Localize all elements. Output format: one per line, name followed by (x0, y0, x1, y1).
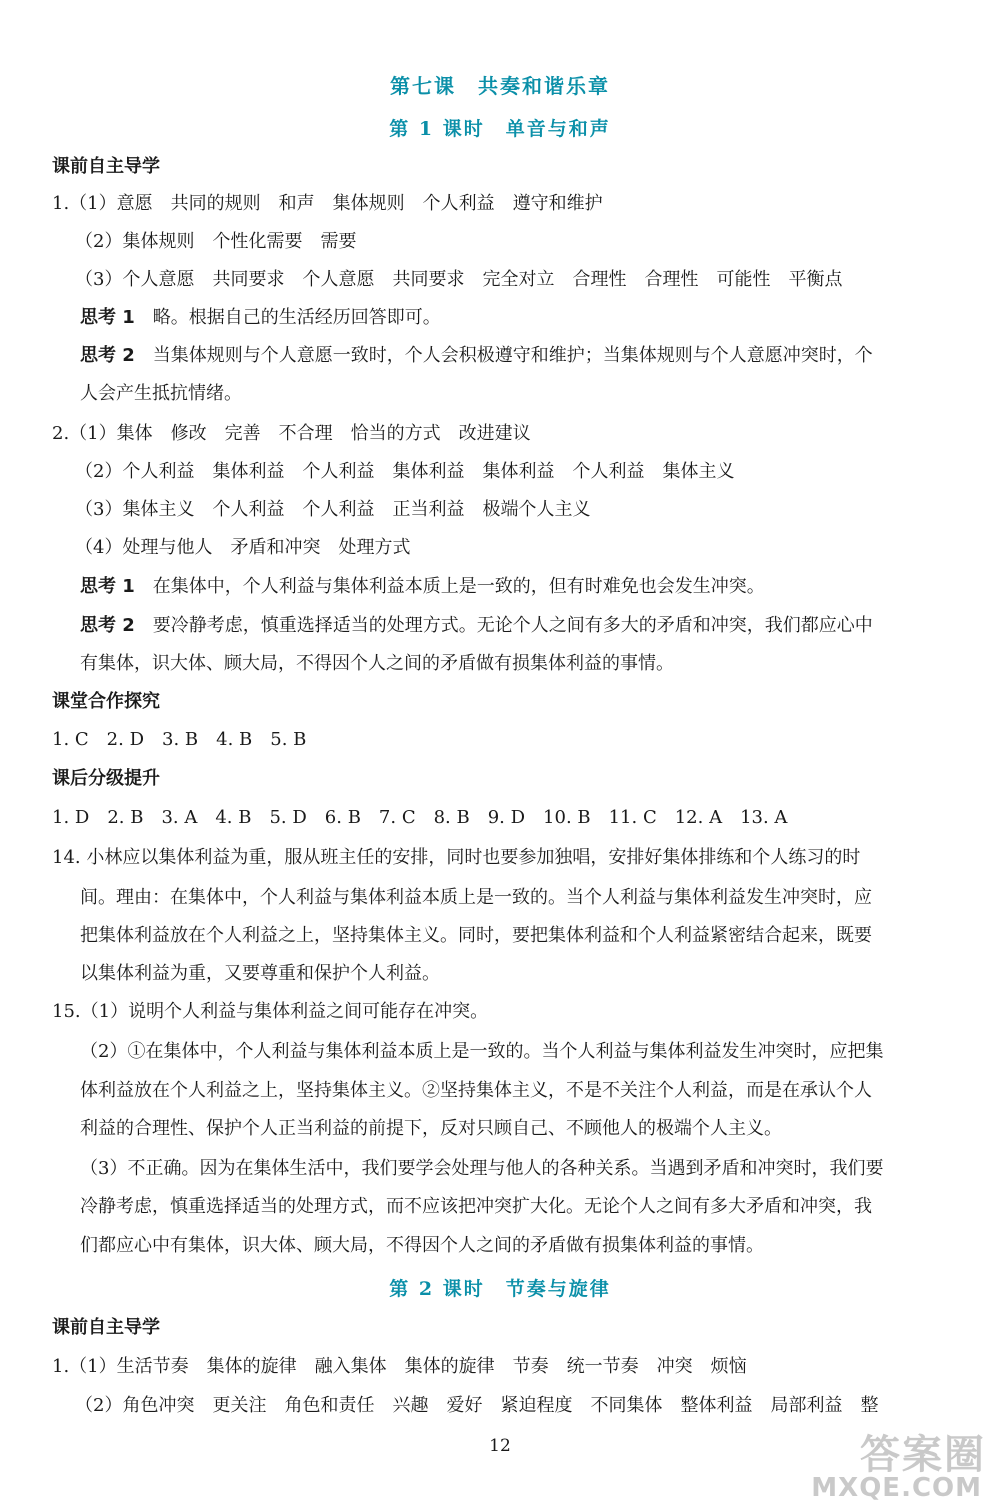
think-text: 在集体中，个人利益与集体利益本质上是一致的，但有时难免也会发生冲突。 (152, 576, 765, 597)
line (80, 575, 765, 599)
answer-line: 1. C 2. D 3. B 4. B 5. B (52, 729, 307, 750)
line: 冷静考虑，慎重选择适当的处理方式，而不应该把冲突扩大化。无论个人之间有多大矛盾和冲突，我 (80, 1196, 872, 1217)
line: 有集体，识大体、顾大局，不得因个人之间的矛盾做有损集体利益的事情。 (80, 653, 674, 674)
section-in-class: 课堂合作探究 (52, 691, 160, 712)
line: 人会产生抵抗情绪。 (80, 383, 242, 404)
line: （3）个人意愿 共同要求 个人意愿 共同要求 完全对立 合理性 合理性 可能性 平衡点 (75, 269, 843, 290)
line: 体利益放在个人利益之上，坚持集体主义。②坚持集体主义，不是不关注个人利益，而是在承认个人 (80, 1080, 872, 1101)
section-pre-class-2: 课前自主导学 (52, 1317, 160, 1338)
think-label: 思考 2 (80, 345, 135, 366)
line: 1.（1）意愿 共同的规则 和声 集体规则 个人利益 遵守和维护 (52, 193, 603, 214)
line: （3）集体主义 个人利益 个人利益 正当利益 极端个人主义 (75, 499, 591, 520)
line: 间。理由：在集体中，个人利益与集体利益本质上是一致的。当个人利益与集体利益发生冲突时，应 (80, 887, 872, 908)
line: （2）个人利益 集体利益 个人利益 集体利益 集体利益 个人利益 集体主义 (75, 461, 735, 482)
page-number: 12 (489, 1436, 511, 1456)
think-label: 思考 1 (80, 307, 135, 328)
period-1-title: 第 1 课时 单音与和声 (389, 118, 611, 140)
line: 2.（1）集体 修改 完善 不合理 恰当的方式 改进建议 (52, 423, 531, 444)
line: 们都应心中有集体，识大体、顾大局，不得因个人之间的矛盾做有损集体利益的事情。 (80, 1235, 764, 1256)
line: （2）角色冲突 更关注 角色和责任 兴趣 爱好 紧迫程度 不同集体 整体利益 局部利益 整 (75, 1395, 879, 1416)
think-text: 略。根据自己的生活经历回答即可。 (152, 307, 441, 328)
line: （4）处理与他人 矛盾和冲突 处理方式 (75, 537, 411, 558)
line: 以集体利益为重，又要尊重和保护个人利益。 (80, 963, 440, 984)
line: （2）集体规则 个性化需要 需要 (75, 231, 357, 252)
line: 利益的合理性、保护个人正当利益的前提下，反对只顾自己、不顾他人的极端个人主义。 (80, 1118, 782, 1139)
watermark-top: 答案圈 (860, 1432, 986, 1478)
think-text: 当集体规则与个人意愿一致时，个人会积极遵守和维护；当集体规则与个人意愿冲突时，个 (152, 345, 873, 366)
section-post-class: 课后分级提升 (52, 768, 160, 789)
line: 15.（1）说明个人利益与集体利益之间可能存在冲突。 (52, 1001, 489, 1022)
line (80, 614, 873, 638)
period-2-title: 第 2 课时 节奏与旋律 (389, 1278, 611, 1300)
lesson-title: 第七课 共奏和谐乐章 (390, 74, 610, 98)
line: 14. 小林应以集体利益为重，服从班主任的安排，同时也要参加独唱，安排好集体排练和个人练习的时 (52, 847, 861, 868)
watermark-bottom: MXQE.COM (811, 1473, 982, 1503)
line (80, 344, 873, 368)
answer-line: 1. D 2. B 3. A 4. B 5. D 6. B 7. C 8. B 9. D 10. B 11. C 12. A 13. A (52, 807, 788, 828)
think-label: 思考 2 (80, 615, 135, 636)
line: 1.（1）生活节奏 集体的旋律 融入集体 集体的旋律 节奏 统一节奏 冲突 烦恼 (52, 1356, 747, 1377)
watermark (811, 1423, 986, 1503)
line (80, 306, 441, 330)
line: （2）①在集体中，个人利益与集体利益本质上是一致的。当个人利益与集体利益发生冲突时，应把集 (80, 1041, 884, 1062)
line: （3）不正确。因为在集体生活中，我们要学会处理与他人的各种关系。当遇到矛盾和冲突时，我们要 (80, 1158, 884, 1179)
think-label: 思考 1 (80, 576, 135, 597)
think-text: 要冷静考虑，慎重选择适当的处理方式。无论个人之间有多大的矛盾和冲突，我们都应心中 (152, 615, 873, 636)
line: 把集体利益放在个人利益之上，坚持集体主义。同时，要把集体利益和个人利益紧密结合起来，既要 (80, 925, 872, 946)
section-pre-class-1: 课前自主导学 (52, 156, 160, 177)
